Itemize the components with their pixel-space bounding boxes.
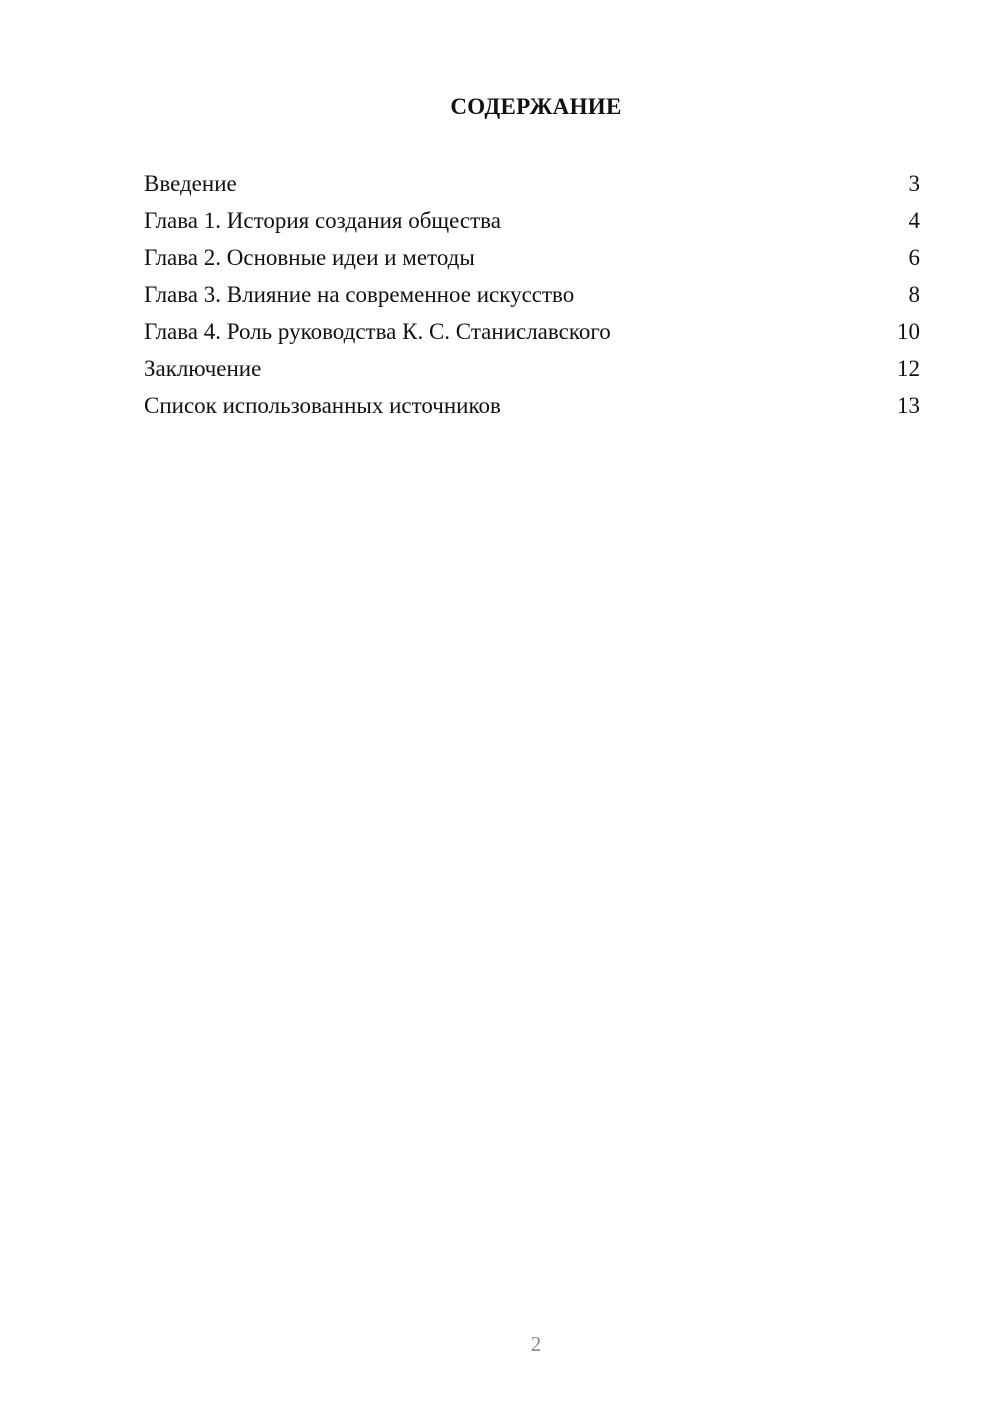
toc-item-page: 8: [908, 282, 920, 307]
toc-item-page: 6: [908, 245, 920, 270]
toc-item-page: 4: [908, 208, 920, 233]
toc-item-references: [144, 390, 920, 427]
page-number: 2: [530, 1332, 542, 1356]
toc-item-chapter-4: [144, 316, 920, 353]
toc-item-conclusion: [144, 353, 920, 390]
toc-item-page: 13: [897, 393, 920, 418]
toc-item-chapter-3: [144, 279, 920, 316]
table-of-contents: [144, 168, 920, 427]
toc-item-chapter-1: [144, 205, 920, 242]
toc-item-label: Глава 1. История создания общества: [144, 208, 501, 233]
toc-item-introduction: [144, 168, 920, 205]
toc-item-page: 10: [897, 319, 920, 344]
toc-item-label: Введение: [144, 171, 237, 196]
toc-title: СОДЕРЖАНИЕ: [450, 94, 622, 119]
toc-item-page: 3: [908, 171, 920, 196]
toc-item-label: Глава 2. Основные идеи и методы: [144, 245, 475, 270]
toc-item-label: Список использованных источников: [144, 393, 501, 418]
toc-item-label: Заключение: [144, 356, 262, 381]
toc-item-chapter-2: [144, 242, 920, 279]
toc-item-label: Глава 3. Влияние на современное искусство: [144, 282, 575, 307]
toc-item-label: Глава 4. Роль руководства К. С. Станиславского: [144, 319, 611, 344]
toc-item-page: 12: [897, 356, 920, 381]
